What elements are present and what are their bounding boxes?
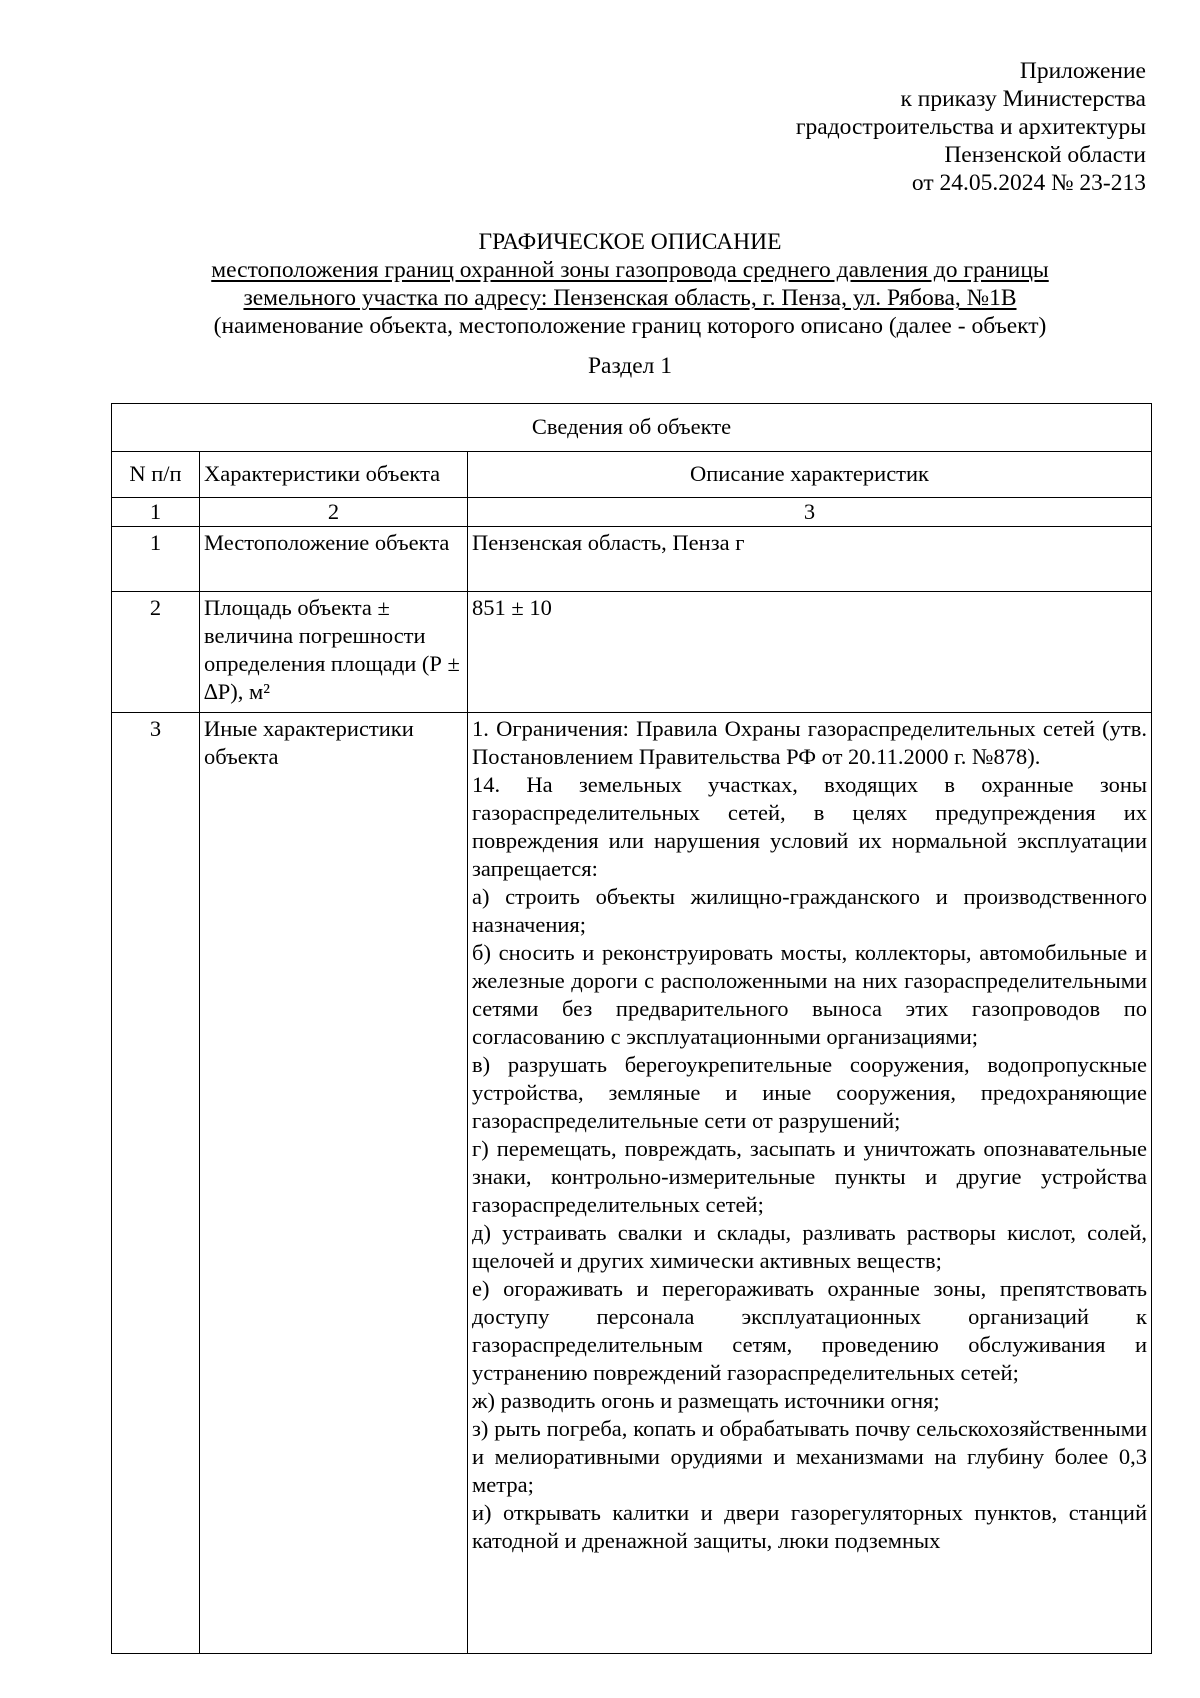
column-number: 1 bbox=[112, 498, 200, 527]
row-characteristic: Иные характеристики объекта bbox=[200, 713, 468, 1654]
section-title: Раздел 1 bbox=[587, 353, 673, 379]
row-characteristic: Местоположение объекта bbox=[200, 527, 468, 592]
row-description bbox=[468, 527, 1152, 592]
column-header: Описание характеристик bbox=[468, 452, 1152, 498]
column-header: N п/п bbox=[112, 452, 200, 498]
description-paragraph: а) строить объекты жилищно-гражданского и производственного назначения; bbox=[472, 884, 1147, 937]
approval-line: градостроительства и архитектуры bbox=[795, 114, 1146, 140]
approval-stamp bbox=[796, 57, 1146, 197]
description-paragraph: Пензенская область, Пенза г bbox=[472, 530, 745, 555]
table-header: Сведения об объекте bbox=[112, 404, 1152, 452]
table-header-row bbox=[112, 404, 1152, 452]
approval-line: Пензенской области bbox=[944, 142, 1146, 168]
description-paragraph: е) огораживать и перегораживать охранные зоны, препятствовать доступу персонала эксплуатационных организаций к газораспределительным сетям, проведению обслуживания и устранению повреждений газораспределительных сетей; bbox=[472, 1276, 1147, 1385]
document-subtitle: земельного участка по адресу: Пензенская область, г. Пенза, ул. Рябова, №1В bbox=[243, 285, 1017, 311]
row-number: 2 bbox=[112, 592, 200, 713]
description-paragraph: 851 ± 10 bbox=[472, 595, 552, 620]
document-heading bbox=[110, 228, 1150, 380]
description-paragraph: 1. Ограничения: Правила Охраны газораспределительных сетей (утв. Постановлением Правительства РФ от 20.11.2000 г. №878). bbox=[472, 716, 1147, 769]
column-header: Характеристики объекта bbox=[200, 452, 468, 498]
approval-line: от 24.05.2024 № 23-213 bbox=[911, 170, 1146, 196]
approval-line: к приказу Министерства bbox=[900, 86, 1146, 112]
row-description bbox=[468, 592, 1152, 713]
column-number: 2 bbox=[200, 498, 468, 527]
table-row bbox=[112, 592, 1152, 713]
description-paragraph: д) устраивать свалки и склады, разливать растворы кислот, солей, щелочей и других химически активных веществ; bbox=[472, 1220, 1147, 1273]
table-row bbox=[112, 713, 1152, 1654]
table-column-headers bbox=[112, 452, 1152, 498]
table-row bbox=[112, 527, 1152, 592]
description-paragraph: 14. На земельных участках, входящих в охранные зоны газораспределительных сетей, в целях предупреждения их повреждения или нарушения условий их нормальной эксплуатации запрещается: bbox=[472, 772, 1147, 881]
row-characteristic: Площадь объекта ± величина погрешности определения площади (Р ± ∆Р), м² bbox=[200, 592, 468, 713]
object-info-table bbox=[111, 403, 1152, 1654]
column-number: 3 bbox=[468, 498, 1152, 527]
row-number: 3 bbox=[112, 713, 200, 1654]
description-paragraph: в) разрушать берегоукрепительные сооружения, водопропускные устройства, земляные и иные сооружения, предохраняющие газораспределительные сети от разрушений; bbox=[472, 1052, 1147, 1133]
description-paragraph: б) сносить и реконструировать мосты, коллекторы, автомобильные и железные дороги с расположенными на них газораспределительными сетями без предварительного выноса этих газопроводов по согласованию с эксплуатационными организациями; bbox=[472, 940, 1147, 1049]
table-column-numbers bbox=[112, 498, 1152, 527]
description-paragraph: ж) разводить огонь и размещать источники огня; bbox=[472, 1388, 940, 1413]
document-title: ГРАФИЧЕСКОЕ ОПИСАНИЕ bbox=[478, 229, 782, 255]
subtitle-caption: (наименование объекта, местоположение границ которого описано (далее - объект) bbox=[213, 313, 1047, 339]
approval-line: Приложение bbox=[1019, 58, 1146, 84]
row-description bbox=[468, 713, 1152, 1654]
description-paragraph: г) перемещать, повреждать, засыпать и уничтожать опознавательные знаки, контрольно-измерительные пункты и другие устройства газораспределительных сетей; bbox=[472, 1136, 1147, 1217]
row-number: 1 bbox=[112, 527, 200, 592]
description-paragraph: и) открывать калитки и двери газорегуляторных пунктов, станций катодной и дренажной защиты, люки подземных bbox=[472, 1500, 1147, 1553]
description-paragraph: з) рыть погреба, копать и обрабатывать почву сельскохозяйственными и мелиоративными орудиями и механизмами на глубину более 0,3 метра; bbox=[472, 1416, 1147, 1497]
document-subtitle: местоположения границ охранной зоны газопровода среднего давления до границы bbox=[211, 257, 1049, 283]
